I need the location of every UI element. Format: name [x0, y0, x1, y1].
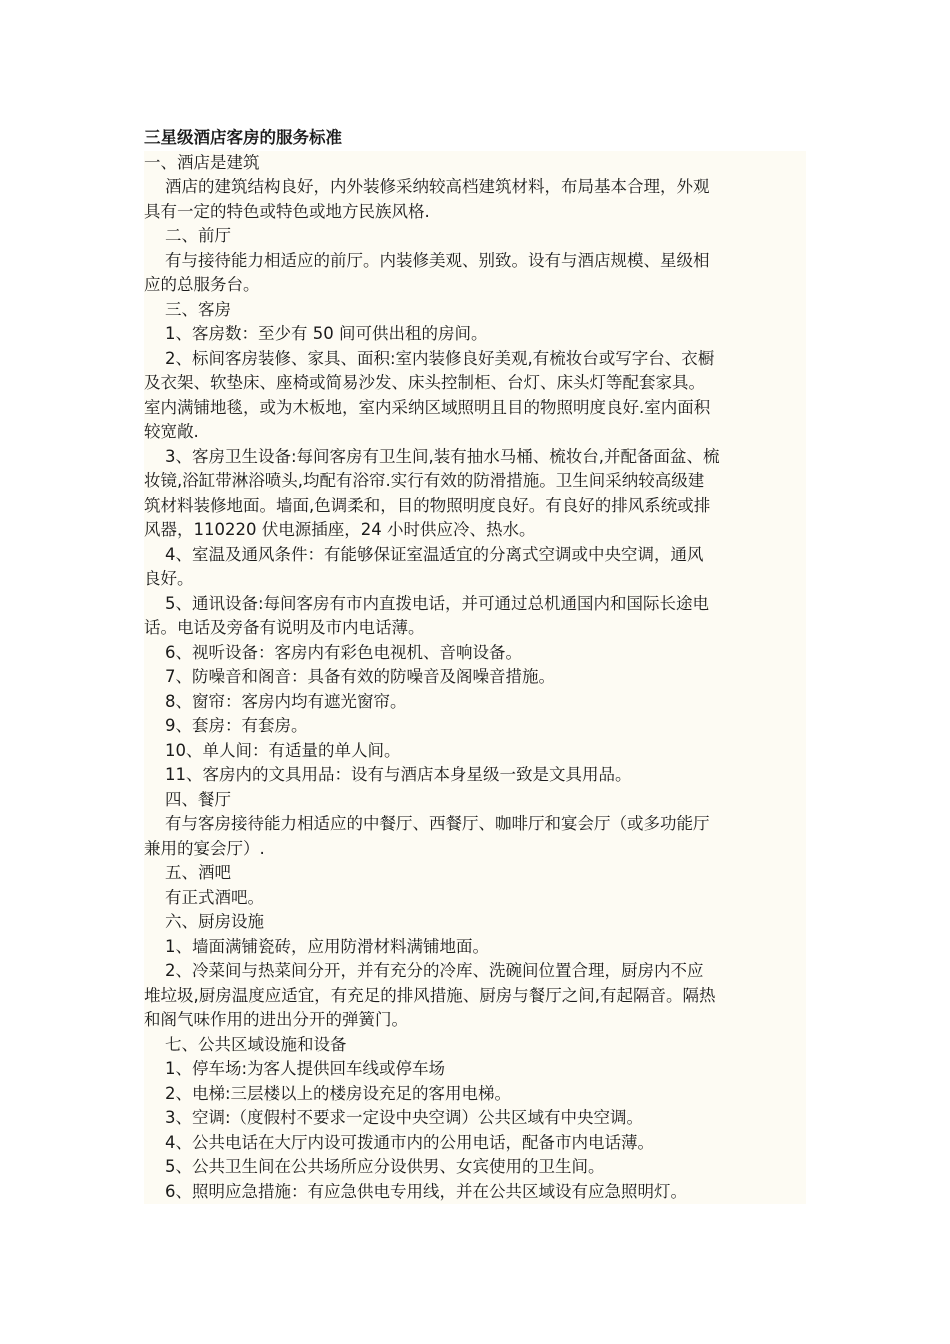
text-line: 七、公共区域设施和设备	[165, 1034, 347, 1054]
text-line: 1、墙面满铺瓷砖，应用防滑材料满铺地面。	[165, 936, 489, 956]
text-line: 5、通讯设备:每间客房有市内直拨电话，并可通过总机通国内和国际长途电	[165, 593, 710, 613]
text-line: 一、酒店是建筑	[144, 152, 260, 172]
text-line: 1、停车场:为客人提供回车线或停车场	[165, 1059, 446, 1078]
text-line: 4、室温及通风条件：有能够保证室温适宜的分离式空调或中央空调，通风	[165, 544, 704, 564]
text-line: 9、套房：有套房。	[165, 716, 308, 735]
text-line: 妆镜,浴缸带淋浴喷头,均配有浴帘.实行有效的防滑措施。卫生间采纳较高级建	[144, 471, 705, 490]
text-line: 六、厨房设施	[165, 912, 264, 931]
text-line: 话。电话及旁备有说明及市内电话薄。	[144, 618, 425, 637]
text-line: 2、电梯:三层楼以上的楼房设充足的客用电梯。	[165, 1083, 512, 1103]
text-line: 有与客房接待能力相适应的中餐厅、西餐厅、咖啡厅和宴会厅（或多功能厅	[165, 814, 710, 833]
text-line: 应的总服务台。	[144, 275, 260, 294]
text-line: 二、前厅	[165, 226, 231, 245]
text-line: 堆垃圾,厨房温度应适宜，有充足的排风措施、厨房与餐厅之间,有起隔音。隔热	[144, 985, 716, 1005]
text-line: 有与接待能力相适应的前厅。内装修美观、别致。设有与酒店规模、星级相	[165, 250, 710, 270]
text-line: 具有一定的特色或特色或地方民族风格.	[144, 201, 430, 221]
text-line: 3、客房卫生设备:每间客房有卫生间,装有抽水马桶、梳妆台,并配备面盆、梳	[165, 446, 720, 466]
text-line: 四、餐厅	[165, 789, 231, 809]
text-line: 3、空调:（度假村不要求一定设中央空调）公共区域有中央空调。	[165, 1108, 644, 1127]
document-lines	[144, 151, 806, 1205]
text-line: 8、窗帘：客房内均有遮光窗帘。	[165, 691, 407, 711]
text-line: 酒店的建筑结构良好，内外装修采纳较高档建筑材料，布局基本合理，外观	[165, 177, 710, 196]
text-line: 2、冷菜间与热菜间分开，并有充分的冷库、洗碗间位置合理，厨房内不应	[165, 961, 704, 980]
text-line: 6、视听设备：客房内有彩色电视机、音响设备。	[165, 642, 522, 662]
text-line: 五、酒吧	[165, 863, 231, 882]
text-line: 兼用的宴会厅）.	[144, 838, 265, 858]
text-line: 有正式酒吧。	[165, 887, 264, 907]
text-line: 筑材料装修地面。墙面,色调柔和，目的物照明度良好。有良好的排风系统或排	[144, 495, 711, 515]
text-line: 7、防噪音和阁音：具备有效的防噪音及阁噪音措施。	[165, 667, 555, 686]
text-line: 1、客房数：至少有 50 间可供出租的房间。	[165, 324, 488, 343]
text-line: 较宽敞.	[144, 422, 199, 441]
document-body	[144, 126, 806, 1204]
text-line: 10、单人间：有适量的单人间。	[165, 740, 401, 760]
text-line: 及衣架、软垫床、座椅或简易沙发、床头控制柜、台灯、床头灯等配套家具。	[144, 373, 705, 392]
document-title: 三星级酒店客房的服务标准	[144, 126, 806, 151]
text-line: 良好。	[144, 569, 194, 588]
text-line: 4、公共电话在大厅内设可拨通市内的公用电话，配备市内电话薄。	[165, 1132, 654, 1152]
text-line: 11、客房内的文具用品：设有与酒店本身星级一致是文具用品。	[165, 765, 632, 784]
text-line: 三、客房	[165, 299, 231, 319]
text-line: 风器，110220 伏电源插座，24 小时供应冷、热水。	[144, 520, 536, 539]
text-line: 5、公共卫生间在公共场所应分设供男、女宾使用的卫生间。	[165, 1157, 605, 1176]
text-line: 和阁气味作用的进出分开的弹簧门。	[144, 1010, 408, 1029]
text-line: 6、照明应急措施：有应急供电专用线，并在公共区域设有应急照明灯。	[165, 1181, 687, 1201]
text-line: 室内满铺地毯，或为木板地，室内采纳区域照明且目的物照明度良好.室内面积	[144, 397, 711, 417]
text-line: 2、标间客房装修、家具、面积:室内装修良好美观,有梳妆台或写字台、衣橱	[165, 348, 715, 368]
